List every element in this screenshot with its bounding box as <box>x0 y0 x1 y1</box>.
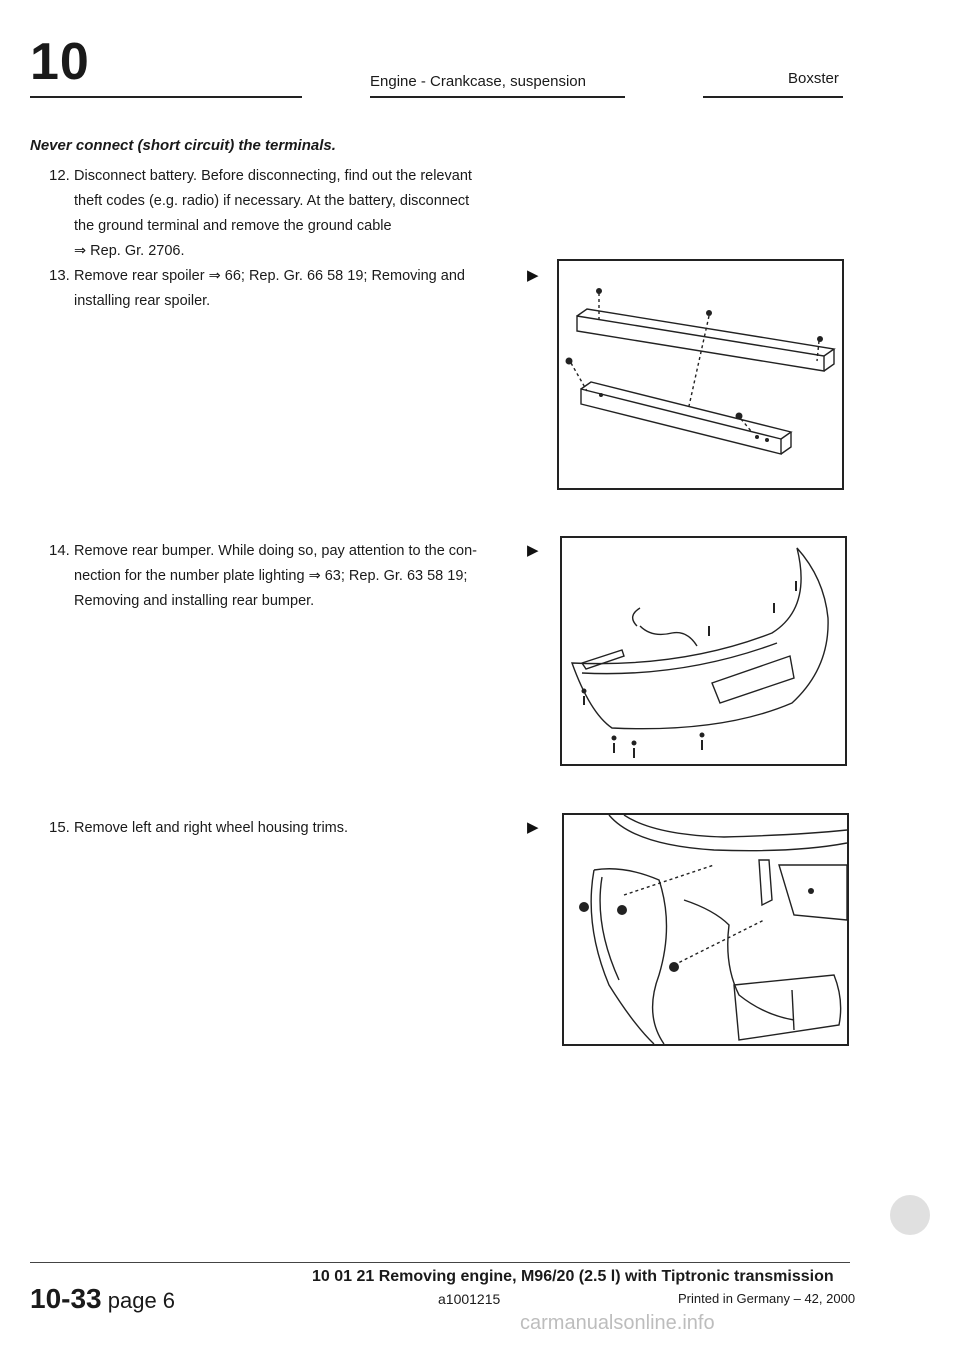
step-text-line: Remove rear spoiler ⇒ 66; Rep. Gr. 66 58 19; Removing and <box>74 268 465 284</box>
step-text-line: Remove rear bumper. While doing so, pay attention to the con- <box>74 543 477 559</box>
figure-pointer-icon: ▶ <box>527 819 539 836</box>
document-code: a1001215 <box>438 1291 501 1307</box>
punch-hole <box>890 1195 930 1235</box>
step-text-line: nection for the number plate lighting ⇒ 63; Rep. Gr. 63 58 19; <box>74 568 468 584</box>
page-reference <box>30 1283 175 1315</box>
page-number: 10-33 <box>30 1283 102 1314</box>
step-text-line: ⇒ Rep. Gr. 2706. <box>74 243 185 259</box>
step-text-line: the ground terminal and remove the ground cable <box>74 218 392 234</box>
step-number: 12. <box>49 167 70 184</box>
rear-spoiler-figure <box>557 259 844 490</box>
step-text-line: Disconnect battery. Before disconnecting, find out the relevant <box>74 168 472 184</box>
step-text-line: installing rear spoiler. <box>74 293 211 309</box>
step-text-line: Removing and installing rear bumper. <box>74 593 315 609</box>
header-rule-center <box>370 96 625 98</box>
step-text-line: Remove left and right wheel housing trims. <box>74 820 349 836</box>
header-rule-right <box>703 96 843 98</box>
section-title: Engine - Crankcase, suspension <box>370 73 586 90</box>
header-rule-left <box>30 96 302 98</box>
page-suffix: page 6 <box>107 1288 176 1313</box>
rear-spoiler-illustration <box>559 261 842 488</box>
watermark: carmanualsonline.info <box>520 1312 715 1334</box>
step-number: 14. <box>49 542 70 559</box>
model-name: Boxster <box>788 70 839 87</box>
step-number: 15. <box>49 819 70 836</box>
footer-rule <box>30 1262 850 1263</box>
figure-pointer-icon: ▶ <box>527 542 539 559</box>
chapter-number: 10 <box>30 33 90 91</box>
wheel-housing-trim-illustration <box>564 815 847 1044</box>
warning-text: Never connect (short circuit) the terminals. <box>30 137 336 154</box>
rear-bumper-illustration <box>562 538 845 764</box>
wheel-housing-trim-figure <box>562 813 849 1046</box>
procedure-title: 10 01 21 Removing engine, M96/20 (2.5 l) with Tiptronic transmission <box>312 1268 834 1285</box>
step-number: 13. <box>49 267 70 284</box>
rear-bumper-figure <box>560 536 847 766</box>
figure-pointer-icon: ▶ <box>527 267 539 284</box>
print-info: Printed in Germany – 42, 2000 <box>678 1291 856 1306</box>
step-text-line: theft codes (e.g. radio) if necessary. At the battery, disconnect <box>74 193 470 209</box>
